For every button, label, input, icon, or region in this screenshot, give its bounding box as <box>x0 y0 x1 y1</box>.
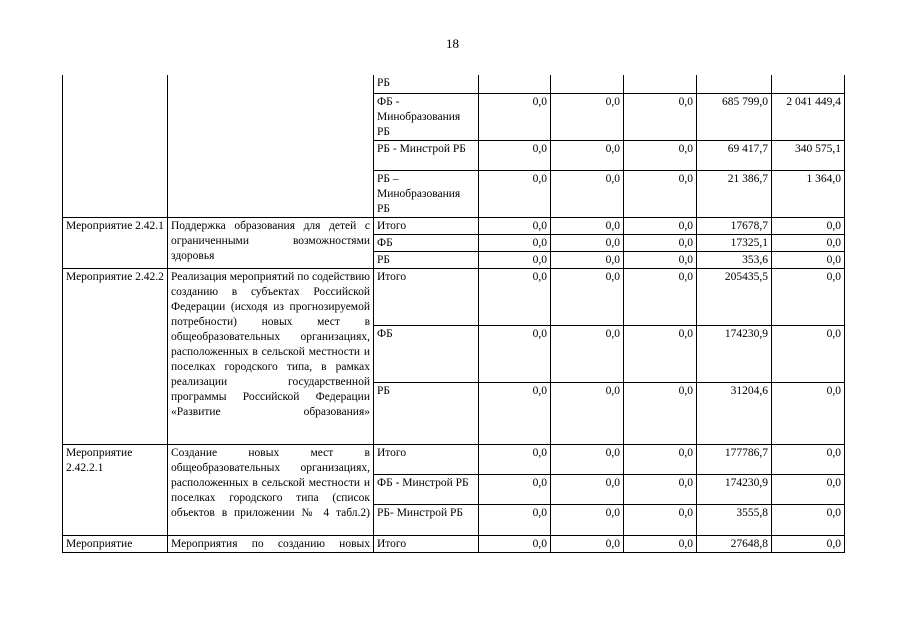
value-cell: 177786,7 <box>697 444 772 474</box>
value-cell: 0,0 <box>479 444 551 474</box>
value-cell: 0,0 <box>551 170 624 217</box>
value-cell: 21 386,7 <box>697 170 772 217</box>
source-cell: ФБ <box>374 325 479 382</box>
table-row <box>63 444 845 474</box>
table-row <box>63 268 845 325</box>
measure-cell: Мероприятие 2.42.1 <box>63 217 168 268</box>
name-cell: Создание новых мест в общеобразовательных организациях, расположенных в сельской местности и поселках городского типа (список объектов в приложении № 4 табл.2) <box>168 444 374 535</box>
source-cell: РБ- Минстрой РБ <box>374 504 479 535</box>
value-cell: 0,0 <box>624 268 697 325</box>
measure-cell: Мероприятие 2.42.2 <box>63 268 168 444</box>
value-cell: 0,0 <box>772 217 845 234</box>
value-cell: 3555,8 <box>697 504 772 535</box>
value-cell: 0,0 <box>479 535 551 552</box>
value-cell: 0,0 <box>624 474 697 504</box>
name-cell: Мероприятия по созданию новых <box>168 535 374 552</box>
name-cell <box>168 75 374 217</box>
source-cell: Итого <box>374 444 479 474</box>
value-cell: 0,0 <box>624 504 697 535</box>
value-cell: 0,0 <box>479 268 551 325</box>
table-row <box>63 535 845 552</box>
value-cell <box>479 75 551 93</box>
value-cell: 340 575,1 <box>772 140 845 170</box>
value-cell: 174230,9 <box>697 325 772 382</box>
source-cell: РБ – Минобразования РБ <box>374 170 479 217</box>
source-cell: ФБ <box>374 234 479 251</box>
value-cell: 2 041 449,4 <box>772 93 845 140</box>
source-cell: РБ <box>374 251 479 268</box>
source-cell: РБ <box>374 382 479 444</box>
value-cell: 0,0 <box>551 140 624 170</box>
value-cell: 27648,8 <box>697 535 772 552</box>
source-cell: РБ - Минстрой РБ <box>374 140 479 170</box>
source-cell: Итого <box>374 217 479 234</box>
value-cell: 0,0 <box>551 251 624 268</box>
value-cell: 69 417,7 <box>697 140 772 170</box>
value-cell: 0,0 <box>772 234 845 251</box>
value-cell: 0,0 <box>772 251 845 268</box>
value-cell: 205435,5 <box>697 268 772 325</box>
source-cell: ФБ - Минстрой РБ <box>374 474 479 504</box>
value-cell: 0,0 <box>479 170 551 217</box>
source-cell: ФБ - Минобразования РБ <box>374 93 479 140</box>
value-cell: 0,0 <box>624 535 697 552</box>
value-cell: 0,0 <box>624 93 697 140</box>
value-cell: 0,0 <box>624 140 697 170</box>
value-cell: 353,6 <box>697 251 772 268</box>
value-cell: 0,0 <box>772 382 845 444</box>
table-row <box>63 75 845 93</box>
value-cell: 1 364,0 <box>772 170 845 217</box>
value-cell: 0,0 <box>551 382 624 444</box>
value-cell: 0,0 <box>551 535 624 552</box>
name-cell: Реализация мероприятий по содействию созданию в субъектах Российской Федерации (исходя из прогнозируемой потребности) новых мест в общеобразовательных организациях, расположенных в сельской местности и поселках городского типа, в рамках реализации государственной программы Российской Федерации «Развитие образования» <box>168 268 374 444</box>
value-cell: 0,0 <box>479 217 551 234</box>
value-cell: 0,0 <box>479 251 551 268</box>
value-cell: 0,0 <box>551 504 624 535</box>
value-cell <box>551 75 624 93</box>
value-cell: 0,0 <box>479 325 551 382</box>
value-cell: 174230,9 <box>697 474 772 504</box>
value-cell <box>624 75 697 93</box>
value-cell: 17325,1 <box>697 234 772 251</box>
source-cell: РБ <box>374 75 479 93</box>
value-cell: 0,0 <box>551 444 624 474</box>
value-cell: 685 799,0 <box>697 93 772 140</box>
value-cell: 0,0 <box>551 93 624 140</box>
value-cell: 0,0 <box>479 474 551 504</box>
source-cell: Итого <box>374 268 479 325</box>
source-cell: Итого <box>374 535 479 552</box>
page-number: 18 <box>446 36 459 51</box>
value-cell: 0,0 <box>479 234 551 251</box>
value-cell: 17678,7 <box>697 217 772 234</box>
value-cell: 0,0 <box>772 535 845 552</box>
value-cell: 0,0 <box>551 268 624 325</box>
value-cell: 0,0 <box>624 234 697 251</box>
value-cell: 0,0 <box>551 234 624 251</box>
value-cell: 0,0 <box>479 93 551 140</box>
value-cell: 0,0 <box>624 251 697 268</box>
value-cell: 0,0 <box>551 217 624 234</box>
name-cell: Поддержка образования для детей с ограниченными возможностями здоровья <box>168 217 374 268</box>
value-cell: 0,0 <box>479 504 551 535</box>
measure-cell: Мероприятие 2.42.2.1 <box>63 444 168 535</box>
value-cell: 0,0 <box>624 170 697 217</box>
value-cell: 0,0 <box>551 325 624 382</box>
value-cell: 0,0 <box>772 444 845 474</box>
value-cell: 0,0 <box>624 325 697 382</box>
financing-table <box>62 75 845 553</box>
table-row <box>63 217 845 234</box>
measure-cell: Мероприятие <box>63 535 168 552</box>
value-cell: 0,0 <box>624 217 697 234</box>
value-cell <box>697 75 772 93</box>
value-cell: 31204,6 <box>697 382 772 444</box>
value-cell: 0,0 <box>772 268 845 325</box>
value-cell: 0,0 <box>772 504 845 535</box>
value-cell: 0,0 <box>479 140 551 170</box>
value-cell <box>772 75 845 93</box>
value-cell: 0,0 <box>624 382 697 444</box>
measure-cell <box>63 75 168 217</box>
value-cell: 0,0 <box>479 382 551 444</box>
value-cell: 0,0 <box>551 474 624 504</box>
value-cell: 0,0 <box>772 325 845 382</box>
value-cell: 0,0 <box>624 444 697 474</box>
value-cell: 0,0 <box>772 474 845 504</box>
